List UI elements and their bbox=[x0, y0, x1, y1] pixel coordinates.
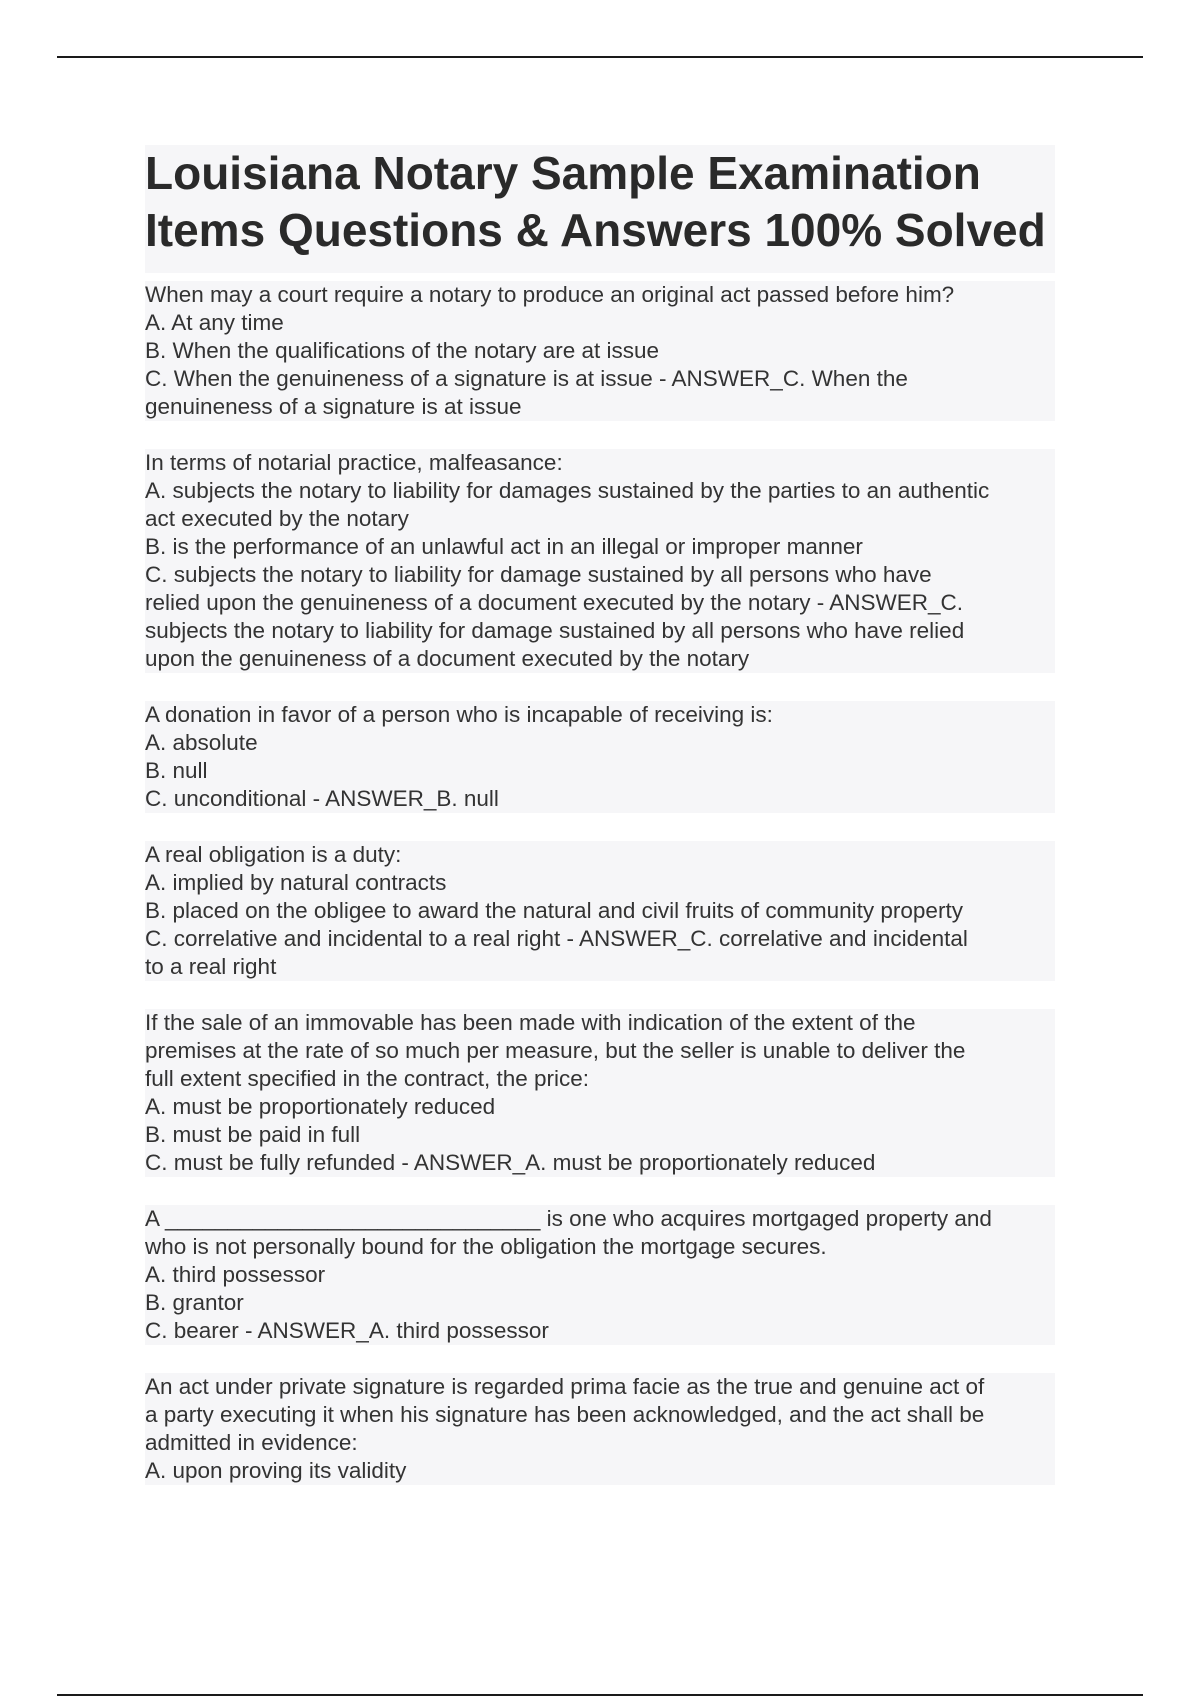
question-line: B. must be paid in full bbox=[145, 1121, 1055, 1149]
question-line: A. upon proving its validity bbox=[145, 1457, 1055, 1485]
question-list bbox=[145, 281, 1055, 1485]
question-line: In terms of notarial practice, malfeasance: bbox=[145, 449, 1055, 477]
question-line: A. third possessor bbox=[145, 1261, 1055, 1289]
question-line: A. absolute bbox=[145, 729, 1055, 757]
question-line: B. is the performance of an unlawful act in an illegal or improper manner bbox=[145, 533, 1055, 561]
question-item bbox=[145, 701, 1055, 813]
question-item bbox=[145, 449, 1055, 673]
question-item bbox=[145, 1009, 1055, 1177]
question-line: A real obligation is a duty: bbox=[145, 841, 1055, 869]
title-block bbox=[145, 145, 1055, 273]
question-line: admitted in evidence: bbox=[145, 1429, 1055, 1457]
question-item bbox=[145, 1205, 1055, 1345]
question-line: B. null bbox=[145, 757, 1055, 785]
question-line: A ______________________________ is one who acquires mortgaged property and bbox=[145, 1205, 1055, 1233]
question-line: C. When the genuineness of a signature is at issue - ANSWER_C. When the bbox=[145, 365, 1055, 393]
question-line: A. At any time bbox=[145, 309, 1055, 337]
page-content bbox=[145, 145, 1055, 1513]
question-line: upon the genuineness of a document executed by the notary bbox=[145, 645, 1055, 673]
question-line: A. subjects the notary to liability for damages sustained by the parties to an authentic bbox=[145, 477, 1055, 505]
question-line: genuineness of a signature is at issue bbox=[145, 393, 1055, 421]
top-rule bbox=[57, 56, 1143, 58]
question-line: who is not personally bound for the obligation the mortgage secures. bbox=[145, 1233, 1055, 1261]
question-line: B. grantor bbox=[145, 1289, 1055, 1317]
question-line: A donation in favor of a person who is incapable of receiving is: bbox=[145, 701, 1055, 729]
question-item bbox=[145, 281, 1055, 421]
question-line: relied upon the genuineness of a document executed by the notary - ANSWER_C. bbox=[145, 589, 1055, 617]
question-item bbox=[145, 841, 1055, 981]
question-line: C. correlative and incidental to a real right - ANSWER_C. correlative and incidental bbox=[145, 925, 1055, 953]
question-item bbox=[145, 1373, 1055, 1485]
bottom-rule bbox=[57, 1694, 1143, 1696]
question-line: to a real right bbox=[145, 953, 1055, 981]
document-title: Louisiana Notary Sample Examination Items Questions & Answers 100% Solved bbox=[145, 147, 1046, 256]
question-line: C. subjects the notary to liability for damage sustained by all persons who have bbox=[145, 561, 1055, 589]
question-line: act executed by the notary bbox=[145, 505, 1055, 533]
question-line: When may a court require a notary to produce an original act passed before him? bbox=[145, 281, 1055, 309]
question-line: B. When the qualifications of the notary are at issue bbox=[145, 337, 1055, 365]
question-line: C. bearer - ANSWER_A. third possessor bbox=[145, 1317, 1055, 1345]
question-line: C. unconditional - ANSWER_B. null bbox=[145, 785, 1055, 813]
question-line: full extent specified in the contract, the price: bbox=[145, 1065, 1055, 1093]
question-line: An act under private signature is regarded prima facie as the true and genuine act of bbox=[145, 1373, 1055, 1401]
question-line: If the sale of an immovable has been made with indication of the extent of the bbox=[145, 1009, 1055, 1037]
question-line: A. implied by natural contracts bbox=[145, 869, 1055, 897]
question-line: B. placed on the obligee to award the natural and civil fruits of community property bbox=[145, 897, 1055, 925]
question-line: a party executing it when his signature has been acknowledged, and the act shall be bbox=[145, 1401, 1055, 1429]
question-line: C. must be fully refunded - ANSWER_A. must be proportionately reduced bbox=[145, 1149, 1055, 1177]
question-line: premises at the rate of so much per measure, but the seller is unable to deliver the bbox=[145, 1037, 1055, 1065]
question-line: A. must be proportionately reduced bbox=[145, 1093, 1055, 1121]
question-line: subjects the notary to liability for damage sustained by all persons who have relied bbox=[145, 617, 1055, 645]
